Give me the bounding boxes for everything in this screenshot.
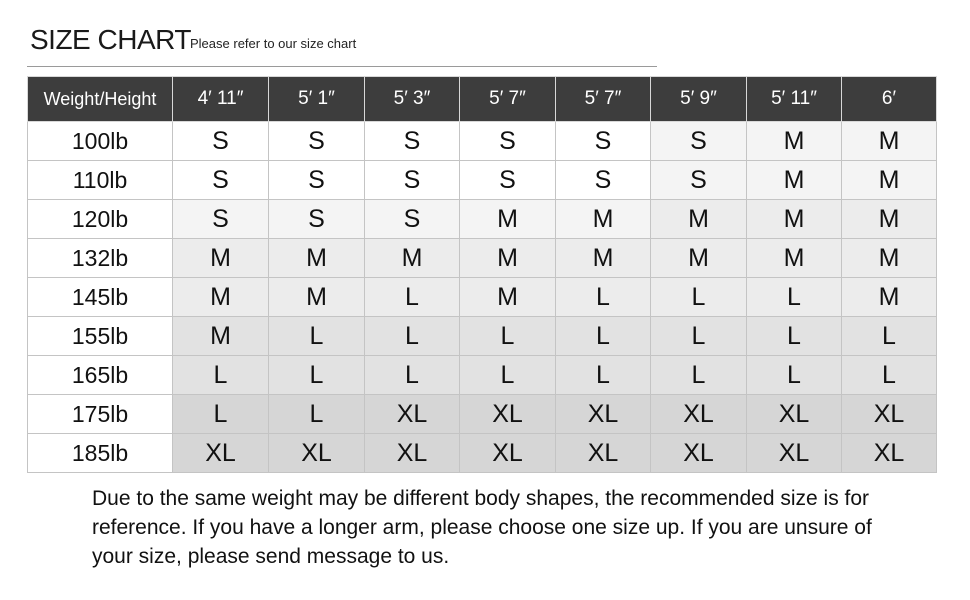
size-cell: L — [460, 356, 556, 395]
size-cell: XL — [842, 434, 937, 473]
weight-label: 175lb — [28, 395, 173, 434]
weight-label: 155lb — [28, 317, 173, 356]
size-cell: L — [651, 278, 747, 317]
size-cell: M — [842, 200, 937, 239]
size-cell: S — [556, 122, 651, 161]
size-cell: L — [173, 356, 269, 395]
table-row — [28, 161, 937, 200]
size-cell: S — [173, 161, 269, 200]
size-cell: M — [842, 161, 937, 200]
size-cell: M — [651, 239, 747, 278]
table-header-row — [28, 77, 937, 122]
size-cell: M — [842, 278, 937, 317]
page-subtitle: Please refer to our size chart — [190, 36, 357, 51]
size-cell: S — [269, 200, 365, 239]
size-cell: S — [365, 161, 460, 200]
size-cell: S — [556, 161, 651, 200]
table-row — [28, 356, 937, 395]
table-row — [28, 434, 937, 473]
weight-label: 185lb — [28, 434, 173, 473]
weight-label: 145lb — [28, 278, 173, 317]
size-cell: S — [173, 122, 269, 161]
height-header: 5′ 11″ — [747, 77, 842, 122]
title-bar — [27, 22, 657, 67]
size-cell: L — [460, 317, 556, 356]
size-cell: XL — [651, 434, 747, 473]
size-cell: L — [365, 356, 460, 395]
size-cell: L — [842, 317, 937, 356]
size-cell: S — [269, 122, 365, 161]
size-cell: XL — [173, 434, 269, 473]
size-cell: M — [173, 278, 269, 317]
height-header: 5′ 7″ — [556, 77, 651, 122]
size-cell: L — [747, 317, 842, 356]
table-row — [28, 239, 937, 278]
size-cell: XL — [842, 395, 937, 434]
size-cell: XL — [460, 434, 556, 473]
table-row — [28, 317, 937, 356]
size-cell: L — [365, 317, 460, 356]
size-cell: M — [747, 161, 842, 200]
size-cell: M — [556, 239, 651, 278]
size-cell: XL — [365, 395, 460, 434]
size-cell: M — [747, 239, 842, 278]
page-title: SIZE CHART — [30, 24, 191, 55]
size-cell: M — [747, 122, 842, 161]
weight-label: 120lb — [28, 200, 173, 239]
size-cell: XL — [556, 434, 651, 473]
size-cell: L — [173, 395, 269, 434]
size-cell: S — [460, 122, 556, 161]
size-cell: L — [269, 317, 365, 356]
size-cell: S — [365, 122, 460, 161]
size-cell: L — [747, 278, 842, 317]
size-cell: L — [651, 317, 747, 356]
size-cell: S — [365, 200, 460, 239]
size-note: Due to the same weight may be different body shapes, the recommended size is for reference. If you have a longer arm, please choose one size up. If you are unsure of your size, please send message to us. — [92, 487, 872, 568]
size-cell: S — [460, 161, 556, 200]
size-cell: M — [460, 278, 556, 317]
size-chart-table — [27, 76, 937, 473]
size-cell: L — [842, 356, 937, 395]
size-cell: S — [269, 161, 365, 200]
size-cell: L — [269, 395, 365, 434]
size-cell: L — [651, 356, 747, 395]
weight-label: 165lb — [28, 356, 173, 395]
height-header: 5′ 1″ — [269, 77, 365, 122]
size-cell: M — [747, 200, 842, 239]
size-cell: M — [173, 317, 269, 356]
size-cell: M — [460, 239, 556, 278]
height-header: 5′ 7″ — [460, 77, 556, 122]
height-header: 4′ 11″ — [173, 77, 269, 122]
size-cell: XL — [651, 395, 747, 434]
table-row — [28, 278, 937, 317]
size-cell: M — [651, 200, 747, 239]
size-cell: XL — [556, 395, 651, 434]
weight-label: 132lb — [28, 239, 173, 278]
weight-label: 110lb — [28, 161, 173, 200]
table-row — [28, 200, 937, 239]
corner-header: Weight/Height — [28, 77, 173, 122]
size-cell: M — [842, 239, 937, 278]
size-cell: L — [556, 317, 651, 356]
size-cell: L — [747, 356, 842, 395]
table-body — [28, 122, 937, 473]
size-cell: M — [365, 239, 460, 278]
height-header: 5′ 9″ — [651, 77, 747, 122]
size-cell: XL — [365, 434, 460, 473]
weight-label: 100lb — [28, 122, 173, 161]
table-row — [28, 395, 937, 434]
size-cell: XL — [269, 434, 365, 473]
table-row — [28, 122, 937, 161]
size-cell: L — [556, 278, 651, 317]
size-cell: M — [556, 200, 651, 239]
size-cell: XL — [747, 395, 842, 434]
size-cell: M — [269, 239, 365, 278]
size-cell: XL — [747, 434, 842, 473]
size-cell: L — [269, 356, 365, 395]
size-cell: S — [173, 200, 269, 239]
size-cell: L — [365, 278, 460, 317]
size-cell: M — [269, 278, 365, 317]
height-header: 5′ 3″ — [365, 77, 460, 122]
size-cell: M — [842, 122, 937, 161]
size-cell: S — [651, 161, 747, 200]
size-cell: L — [556, 356, 651, 395]
size-cell: XL — [460, 395, 556, 434]
height-header: 6′ — [842, 77, 937, 122]
size-cell: M — [173, 239, 269, 278]
size-cell: S — [651, 122, 747, 161]
size-cell: M — [460, 200, 556, 239]
